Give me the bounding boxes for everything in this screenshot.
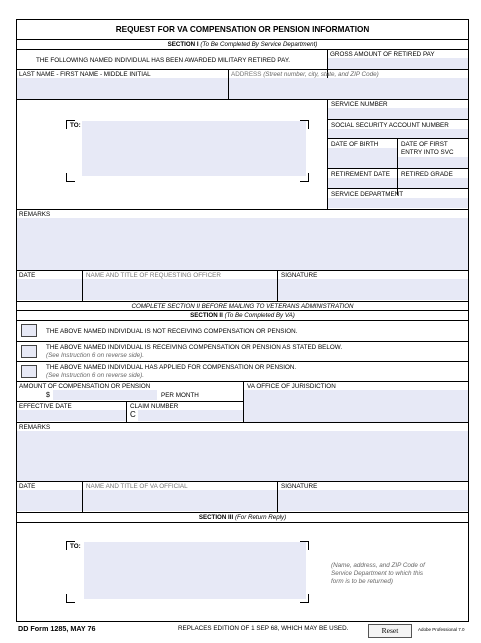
receiving-label: THE ABOVE NAMED INDIVIDUAL IS RECEIVING COMPENSATION OR PENSION AS STATED BELOW. [46,344,343,351]
signature-label: SIGNATURE [281,272,318,279]
name-input[interactable] [17,78,228,99]
divider [16,310,469,311]
date-label: DATE [19,272,36,279]
claim-prefix: C [130,410,136,419]
section1-header-label: SECTION I [167,41,199,48]
divider [327,119,469,120]
address-label [231,71,379,78]
va-official-input[interactable] [83,490,277,511]
section3-header-label: SECTION III [198,514,234,521]
return-address-input[interactable] [84,542,306,599]
divider [16,320,469,321]
return-bracket-bottom [66,594,75,603]
divider [327,188,469,189]
date-input[interactable] [17,279,82,300]
divider [16,39,469,40]
applied-note [46,372,144,379]
section2-pre-note: COMPLETE SECTION II BEFORE MAILING TO VETERANS ADMINISTRATION [131,303,354,310]
not-receiving-label: THE ABOVE NAMED INDIVIDUAL IS NOT RECEIVING COMPENSATION OR PENSION. [46,328,298,335]
divider [16,401,244,402]
not-receiving-checkbox[interactable] [21,324,37,337]
section3-header-note: (For Return Reply) [234,514,287,521]
to-label: TO: [70,122,81,129]
va-remarks-input[interactable] [17,431,468,481]
amount-input[interactable] [53,390,157,400]
officer-label: NAME AND TITLE OF REQUESTING OFFICER [86,272,221,279]
divider [16,69,469,70]
dollar-sign: $ [46,392,50,399]
to-bracket-bottom [66,173,75,182]
section2-header [16,312,469,319]
dob-label: DATE OF BIRTH [331,141,379,148]
divider [16,522,469,523]
claim-number-label: CLAIM NUMBER [130,403,179,410]
software-label: Adobe Professional 7.0 [418,627,465,632]
address-label-text: ADDRESS [231,71,262,78]
section2-header-note: (To Be Completed By VA) [224,312,295,319]
divider [16,270,469,271]
signature-input[interactable] [278,279,468,300]
officer-input[interactable] [83,279,277,300]
service-number-input[interactable] [328,108,468,119]
divider [16,209,469,210]
divider [16,99,469,100]
va-signature-label: SIGNATURE [281,483,318,490]
divider [327,168,469,169]
divider [16,422,469,423]
va-remarks-label: REMARKS [19,424,51,431]
divider [16,49,469,50]
first-entry-input[interactable] [398,157,468,168]
section2-header-label: SECTION II [190,312,223,319]
receiving-note [46,352,144,359]
claim-number-input[interactable] [138,410,243,421]
retirement-date-label: RETIREMENT DATE [331,171,390,178]
remarks-label: REMARKS [19,211,51,218]
va-office-label: VA OFFICE OF JURISDICTION [247,383,336,390]
retired-grade-input[interactable] [398,178,468,188]
va-date-input[interactable] [17,490,82,511]
return-note-1 [331,562,425,569]
divider [16,361,469,362]
divider [16,512,469,513]
ssn-label: SOCIAL SECURITY ACCOUNT NUMBER [331,122,449,129]
va-signature-input[interactable] [278,490,468,511]
first-entry-label-2: ENTRY INTO SVC [401,149,454,156]
form-number: DD Form 1285, MAY 76 [18,624,96,633]
receiving-checkbox[interactable] [21,345,37,358]
service-department-input[interactable] [328,198,468,208]
reset-button[interactable]: Reset [368,624,412,638]
return-note-2 [331,570,423,577]
effective-date-label: EFFECTIVE DATE [19,403,72,410]
address-label-note: (Street number, city, state, and ZIP Code) [263,71,379,78]
return-note-3-text: form is to be returned) [331,578,393,585]
gross-amount-input[interactable] [328,58,468,69]
return-note-3 [331,578,393,585]
service-department-label: SERVICE DEPARTMENT [331,191,404,198]
return-note-2-text: Service Department to which this [331,570,424,577]
replaces-edition: REPLACES EDITION OF 1 SEP 68, WHICH MAY BE USED. [178,625,349,632]
divider [16,341,469,342]
va-official-label: NAME AND TITLE OF VA OFFICIAL [86,483,188,490]
section1-header [16,41,469,48]
intro-text: THE FOLLOWING NAMED INDIVIDUAL HAS BEEN AWARDED MILITARY RETIRED PAY. [36,57,291,64]
effective-date-input[interactable] [17,410,126,421]
name-label: LAST NAME - FIRST NAME - MIDDLE INITIAL [19,71,151,78]
form-title: REQUEST FOR VA COMPENSATION OR PENSION INFORMATION [115,25,370,34]
gross-amount-label: GROSS AMOUNT OF RETIRED PAY [330,51,435,58]
per-month-label: PER MONTH [161,392,199,399]
divider [16,481,469,482]
section1-header-note: (To Be Completed By Service Department) [200,41,318,48]
service-number-label: SERVICE NUMBER [331,101,388,108]
return-note-1-text: (Name, address, and ZIP Code of [331,562,425,569]
section3-header [16,514,469,521]
retired-grade-label: RETIRED GRADE [401,171,453,178]
remarks-input[interactable] [17,218,468,270]
return-to-label: TO: [70,543,81,550]
va-office-input[interactable] [244,390,468,422]
to-address-input[interactable] [82,121,306,176]
retirement-date-input[interactable] [328,178,397,188]
amount-label: AMOUNT OF COMPENSATION OR PENSION [19,383,151,390]
applied-checkbox[interactable] [21,365,37,378]
address-input[interactable] [229,78,468,99]
applied-note-text: (See Instruction 6 on reverse side). [46,372,144,379]
applied-label: THE ABOVE NAMED INDIVIDUAL HAS APPLIED FOR COMPENSATION OR PENSION. [46,364,297,371]
first-entry-label-1: DATE OF FIRST [401,141,448,148]
va-date-label: DATE [19,483,36,490]
divider [16,301,469,302]
ssn-input[interactable] [328,129,468,138]
receiving-note-text: (See Instruction 6 on reverse side). [46,352,144,359]
divider [126,401,127,422]
dob-input[interactable] [328,148,397,168]
divider [327,138,469,139]
